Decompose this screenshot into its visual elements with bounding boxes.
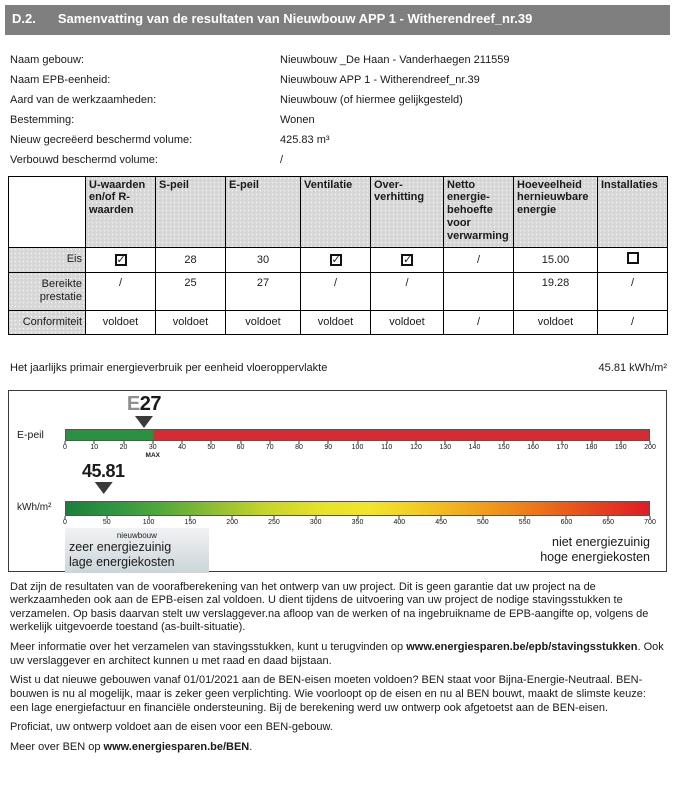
checkbox-checked-icon: ✓ — [403, 253, 413, 266]
e-peil-marker-value: E27 — [126, 392, 162, 415]
cell-eis-e-peil: 30 — [226, 247, 301, 272]
row-label-eis: Eis — [9, 247, 86, 272]
tick-label: 190 — [614, 443, 627, 451]
scale-right-text: niet energiezuinig hoge energiekosten — [540, 534, 650, 565]
cell-bereikt-installaties: / — [598, 272, 668, 310]
table-row-bereikte-prestatie — [9, 272, 668, 310]
section-number: D.2. — [12, 11, 36, 26]
energy-scales-panel — [8, 390, 667, 572]
col-header-u-waarden: U-waarden en/of R-waarden — [86, 176, 156, 247]
zone-text-energiezuinig: zeer energiezuinig lage energiekosten — [69, 539, 175, 570]
tick-label: 40 — [178, 443, 186, 451]
tick-label: 30 — [148, 443, 157, 451]
paragraph-meer-over-ben: Meer over BEN op www.energiesparen.be/BEN. — [10, 740, 253, 753]
cell-eis-oververhitting — [371, 247, 444, 272]
detail-row-naam-gebouw — [10, 50, 667, 70]
detail-label: Aard van de werkzaamheden: — [10, 93, 157, 106]
e-peil-axis-ticks — [63, 441, 656, 459]
zone-label-nieuwbouw: nieuwbouw — [116, 530, 157, 540]
kwh-scale-body — [63, 460, 656, 573]
tick-label: 200 — [226, 518, 238, 526]
col-header-installaties: Installaties — [598, 176, 668, 247]
paragraph-disclaimer: Dat zijn de resultaten van de voorafberekening van het ontwerp van uw project. Dit is geen garantie dat uw project na de werkzaamheden ook aan de EPB-eisen zal voldoen. U dient tijdens de uitvoering van uw project de nodige stavingsstukken te verzamelen. Op basis daarvan stelt uw verslaggever.na afloop van de werken of na ingebruikname de EPB-aangifte op, volgens de werkelijk uitgevoerde toestand (as-built-situatie). — [10, 580, 649, 634]
detail-value: Nieuwbouw _De Haan - Vanderhaegen 211559 — [280, 53, 510, 66]
cell-conf-netto: / — [444, 310, 514, 334]
col-header-e-peil: E-peil — [226, 176, 301, 247]
cell-conf-e-peil: voldoet — [226, 310, 301, 334]
paragraph-stavingsstukken: Meer informatie over het verzamelen van stavingsstukken, kunt u terugvinden op www.energiesparen.be/epb/stavingsstukken. Ook uw verslaggever en architect kunnen u met raad en daad bijstaan. — [10, 641, 664, 667]
primary-energy-label: Het jaarlijks primair energieverbruik per eenheid vloeroppervlakte — [10, 361, 328, 374]
section-title-bar — [5, 5, 670, 35]
tick-label: 90 — [324, 443, 333, 451]
detail-value: 425.83 m³ — [280, 133, 330, 146]
cell-conf-ventilatie: voldoet — [301, 310, 371, 334]
cell-bereikt-e-peil: 27 — [226, 272, 301, 310]
tick-label: 150 — [497, 443, 510, 451]
tick-label: 60 — [236, 443, 245, 451]
marker-triangle-icon — [94, 482, 112, 494]
tick-label: 140 — [468, 443, 481, 451]
cell-conf-s-peil: voldoet — [156, 310, 226, 334]
table-row-eis — [9, 247, 668, 272]
section-title: Samenvatting van de resultaten van Nieuwbouw APP 1 - Witherendreef_nr.39 — [57, 11, 533, 26]
tick-label: 170 — [556, 443, 569, 451]
tick-label: 20 — [119, 443, 128, 451]
table-row-conformiteit — [9, 310, 668, 334]
col-header-oververhitting: Over-verhitting — [371, 176, 444, 247]
tick-label: 0 — [63, 518, 67, 526]
tick-label: 0 — [63, 443, 67, 451]
primary-energy-value: 45.81 kWh/m² — [598, 361, 667, 374]
cell-conf-u-waarden: voldoet — [86, 310, 156, 334]
kwh-gradient-bar — [65, 501, 650, 516]
cell-conf-installaties: / — [598, 310, 668, 334]
kwh-marker-value: 45.81 — [82, 460, 125, 481]
tick-label: 250 — [268, 518, 280, 526]
tick-label: 50 — [102, 518, 111, 526]
detail-label: Naam EPB-eenheid: — [10, 73, 111, 86]
tick-label: 70 — [265, 443, 274, 451]
tick-label: 450 — [435, 518, 447, 526]
cell-eis-u-waarden — [86, 247, 156, 272]
cell-bereikt-hernieuwbaar: 19.28 — [514, 272, 598, 310]
requirements-table — [8, 176, 668, 335]
tick-label: 700 — [644, 518, 656, 526]
paragraph-proficiat: Proficiat, uw ontwerp voldoet aan de eisen voor een BEN-gebouw. — [10, 721, 333, 734]
detail-label: Nieuw gecreëerd beschermd volume: — [10, 133, 193, 146]
max-label: MAX — [145, 451, 160, 459]
e-peil-bar — [65, 429, 650, 441]
detail-label: Naam gebouw: — [10, 53, 84, 66]
cell-eis-netto: / — [444, 247, 514, 272]
tick-label: 350 — [351, 518, 364, 526]
checkbox-checked-icon: ✓ — [331, 253, 341, 266]
kwh-scale — [17, 460, 656, 573]
checkbox-unchecked-icon — [627, 252, 639, 264]
tick-label: 130 — [439, 443, 452, 451]
tick-label: 300 — [309, 518, 322, 526]
tick-label: 110 — [381, 443, 393, 451]
cell-conf-oververhitting: voldoet — [371, 310, 444, 334]
tick-label: 120 — [410, 443, 422, 451]
e-peil-scale-label: E-peil — [17, 428, 44, 441]
cell-conf-hernieuwbaar: voldoet — [514, 310, 598, 334]
detail-row-nieuw-volume — [10, 130, 667, 150]
marker-triangle-icon — [135, 416, 153, 428]
detail-value: / — [280, 153, 284, 166]
col-header-ventilatie: Ventilatie — [301, 176, 371, 247]
cell-bereikt-ventilatie: / — [301, 272, 371, 310]
e-peil-marker — [127, 394, 161, 428]
link-ben[interactable]: www.energiesparen.be/BEN — [103, 740, 250, 753]
cell-eis-hernieuwbaar: 15.00 — [514, 247, 598, 272]
primary-energy-line — [10, 362, 667, 374]
cell-eis-installaties — [598, 247, 668, 272]
detail-label: Bestemming: — [10, 113, 75, 126]
detail-label: Verbouwd beschermd volume: — [10, 153, 158, 166]
row-label-conformiteit: Conformiteit — [9, 310, 86, 334]
cell-eis-s-peil: 28 — [156, 247, 226, 272]
cell-bereikt-netto — [444, 272, 514, 310]
tick-label: 500 — [477, 518, 489, 526]
detail-row-verbouwd-volume — [10, 150, 667, 170]
tick-label: 50 — [207, 443, 216, 451]
detail-row-aard-werkzaamheden — [10, 90, 667, 110]
tick-label: 550 — [518, 518, 531, 526]
tick-label: 100 — [351, 443, 364, 451]
link-stavingsstukken[interactable]: www.energiesparen.be/epb/stavingsstukken — [406, 641, 638, 653]
detail-row-naam-epb-eenheid — [10, 70, 667, 90]
table-header-row — [9, 176, 668, 247]
checkbox-checked-icon: ✓ — [116, 253, 126, 266]
detail-value: Nieuwbouw (of hiermee gelijkgesteld) — [280, 93, 463, 106]
col-header-hernieuwbare-energie: Hoeveelheid hernieuwbare energie — [514, 176, 598, 247]
e-peil-scale-body — [63, 392, 656, 461]
e-peil-scale — [17, 392, 656, 461]
tick-label: 150 — [184, 518, 197, 526]
detail-value: Nieuwbouw APP 1 - Witherendreef_nr.39 — [280, 73, 480, 86]
tick-label: 600 — [560, 518, 573, 526]
row-label-bereikte-prestatie: Bereikte prestatie — [9, 272, 86, 310]
blank-corner-cell — [9, 176, 86, 247]
detail-row-bestemming — [10, 110, 667, 130]
tick-label: 10 — [90, 443, 99, 451]
tick-label: 200 — [644, 443, 656, 451]
kwh-scale-label: kWh/m² — [17, 501, 52, 513]
tick-label: 400 — [393, 518, 406, 526]
tick-label: 100 — [142, 518, 155, 526]
cell-bereikt-u-waarden: / — [86, 272, 156, 310]
nieuwbouw-zone-box — [65, 528, 209, 573]
kwh-marker — [82, 461, 125, 494]
cell-bereikt-oververhitting: / — [371, 272, 444, 310]
col-header-s-peil: S-peil — [156, 176, 226, 247]
building-details — [10, 50, 667, 170]
cell-eis-ventilatie — [301, 247, 371, 272]
tick-label: 80 — [295, 443, 303, 451]
tick-label: 180 — [585, 443, 598, 451]
paragraph-ben-info: Wist u dat nieuwe gebouwen vanaf 01/01/2021 aan de BEN-eisen moeten voldoen? BEN staat voor Bijna-Energie-Neutraal. BEN-bouwen is nu al mogelijk, maar is zeker geen verplichting. Wie voorloopt op de eisen en nu al BEN bouwt, maakt de slimste keuze: een lage energiefactuur en financiële ondersteuning. Bij de berekening werd uw ontwerp ook afgetoetst aan de BEN-eisen. — [10, 674, 646, 714]
explanatory-paragraphs — [10, 581, 667, 755]
tick-label: 650 — [602, 518, 615, 526]
cell-bereikt-s-peil: 25 — [156, 272, 226, 310]
detail-value: Wonen — [280, 113, 315, 126]
tick-label: 160 — [527, 443, 539, 451]
col-header-netto-energiebehoefte: Netto energie-behoefte voor verwarming — [444, 176, 514, 247]
